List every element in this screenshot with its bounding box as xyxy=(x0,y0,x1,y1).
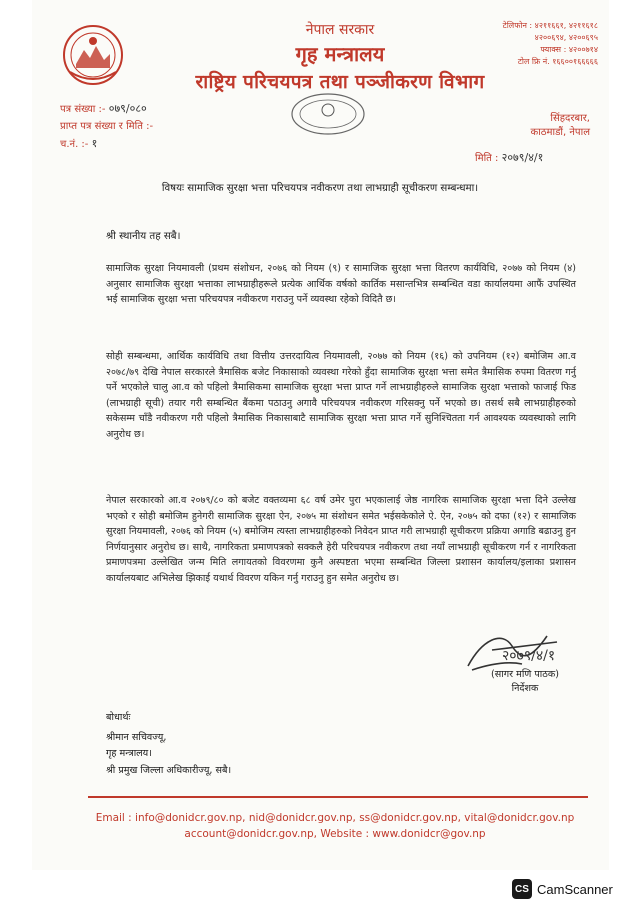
nepal-emblem-icon xyxy=(62,24,124,86)
government-name: नेपाल सरकार xyxy=(305,22,375,38)
footer-website: account@donidcr.gov.np, Website : www.donidcr@gov.np xyxy=(184,828,486,840)
phone-line-2: ४२००६९४, ४२००६९५ xyxy=(534,33,598,42)
footer-emails: Email : info@donidcr.gov.np, nid@donidcr.gov.np, ss@donidcr.gov.np, vital@donidcr.gov.np xyxy=(95,812,575,824)
received-letter-ref: प्राप्त पत्र संख्या र मिति :- xyxy=(60,121,154,132)
cc-line: गृह मन्त्रालय। xyxy=(106,748,152,760)
signature-date: २०७९/४/१ xyxy=(502,648,556,664)
ministry-name: गृह मन्त्रालय xyxy=(295,42,385,66)
cc-list xyxy=(106,730,231,779)
office-stamp-icon xyxy=(288,90,368,138)
subject-line: विषयः सामाजिक सुरक्षा भत्ता परिचयपत्र नवीकरण तथा लाभग्राही सूचीकरण सम्बन्धमा। xyxy=(161,183,479,194)
cc-line: श्री प्रमुख जिल्ला अधिकारीज्यू, सबै। xyxy=(106,764,232,776)
reference-block xyxy=(60,100,153,153)
salutation: श्री स्थानीय तह सबै। xyxy=(106,231,181,242)
camscanner-watermark xyxy=(512,878,613,900)
signer-title: निर्देशक xyxy=(511,683,539,694)
toll-free-line: टोल फ्रि नं. १६६००१६६६६६ xyxy=(517,57,598,66)
department-name: राष्ट्रिय परिचयपत्र तथा पञ्जीकरण विभाग xyxy=(195,71,485,93)
office-address: सिंहदरबार, काठमाडौं, नेपाल xyxy=(530,113,590,138)
dispatch-number: च.नं. :- १ xyxy=(60,137,98,150)
letter-number: पत्र संख्या :- ०७९/०८० xyxy=(60,102,147,115)
paragraph-1: सामाजिक सुरक्षा नियमावली (प्रथम संशोधन, २०७६ को नियम (९) र सामाजिक सुरक्षा भत्ता वितरण कार्यविधि, २०७७ को नियम (४) अनुसार सामाजिक सुरक्षा भत्ताका लाभग्राहीहरूले प्रत्येक आर्थिक वर्षको कार्तिक मसान्तभित्र सम्बन्धित वडा कार्यालयमा आफैं उपस्थित भई सामाजिक सुरक्षा भत्ता परिचयपत्र नवीकरण गराउनु पर्ने व्यवस्था रहेको विदितै छ। xyxy=(106,263,576,306)
signer-name: (सागर मणि पाठक) xyxy=(491,669,559,680)
phone-line: टेलिफोन : ४२११६६१, ४२११६१८ xyxy=(502,21,598,30)
camscanner-label: CamScanner xyxy=(537,881,613,897)
signer-block xyxy=(470,668,580,696)
letter-date: मिति : २०७९/४/१ xyxy=(475,151,544,164)
cc-line: श्रीमान सचिवज्यू, xyxy=(106,732,167,743)
paragraph-3: नेपाल सरकारको आ.व २०७९/८० को बजेट वक्तव्यमा ६८ वर्ष उमेर पुरा भएकालाई जेष्ठ नागरिक सामाजिक सुरक्षा भत्ता दिने उल्लेख भएको र सोही बमोजिम हुनेगरी सामाजिक सुरक्षा ऐन, २०७५ मा संशोधन समेत भईसकेकोले ऐ. ऐन, २०७५ को दफा (१२) र सामाजिक सुरक्षा नियमावली, २०७६ को नियम (५) बमोजिम त्यस्ता लाभग्राहीहरुको निवेदन प्राप्त गरी लाभग्राही सूचीकरण प्रक्रिया अगाडि बढाउनु हुन निर्णयानुसार अनुरोध छ। साथै, नागरिकता प्रमाणपत्रको सक्कलै हेरी परिचयपत्र नवीकरण तथा नयाँ लाभग्राही सूचीकरण गर्न र नागरिकता प्रमाणपत्रमा उल्लेखित जन्म मिति लगायतको विवरणमा कुनै अस्पष्टता भएमा सम्बन्धित जिल्ला प्रशासन कार्यालय/इलाका प्रशासन कार्यालयबाट अभिलेख झिकाई यथार्थ विवरण यकिन गर्नु गराउनु हुन समेत अनुरोध छ। xyxy=(106,495,576,584)
footer-divider xyxy=(88,796,588,798)
footer-contacts xyxy=(70,810,600,842)
camscanner-logo-icon: CS xyxy=(512,879,532,899)
fax-line: फ्याक्स : ४२००७१४ xyxy=(540,45,598,54)
cc-title: बोधार्थः xyxy=(106,712,131,723)
paragraph-2: सोही सम्बन्धमा, आर्थिक कार्यविधि तथा वित्तीय उत्तरदायित्व नियमावली, २०७७ को नियम (१६) को उपनियम (१२) बमोजिम आ.व २०७८/७९ देखि नेपाल सरकारले त्रैमासिक बजेट निकासाको व्यवस्था गरेको हुँदा सामाजिक सुरक्षा भत्ता समेत त्रैमासिक रुपमा वितरण गर्नु पर्ने भएकोले चालु आ.व को पहिलो त्रैमासिकमा सामाजिक सुरक्षा भत्ता प्राप्त गर्ने लाभग्राहीहरुले सामाजिक सुरक्षा भत्ताको फाजाई फिड (लाभग्राही सूची) तयार गरी सम्बन्धित बैंकमा पठाउनु अगावै परिचयपत्र नवीकरण गरिसक्नु पर्ने भएको छ। तसर्थ सबै लाभग्राहीहरुको सकेसम्म चाँडै नवीकरण गरी पहिलो त्रैमासिक निकासाबाटै सामाजिक सुरक्षा भत्ता प्राप्त गर्ने सुनिश्चितता गर्न आवश्यक व्यवस्थाको लागि अनुरोध छ। xyxy=(106,351,576,440)
contact-block xyxy=(468,20,598,68)
